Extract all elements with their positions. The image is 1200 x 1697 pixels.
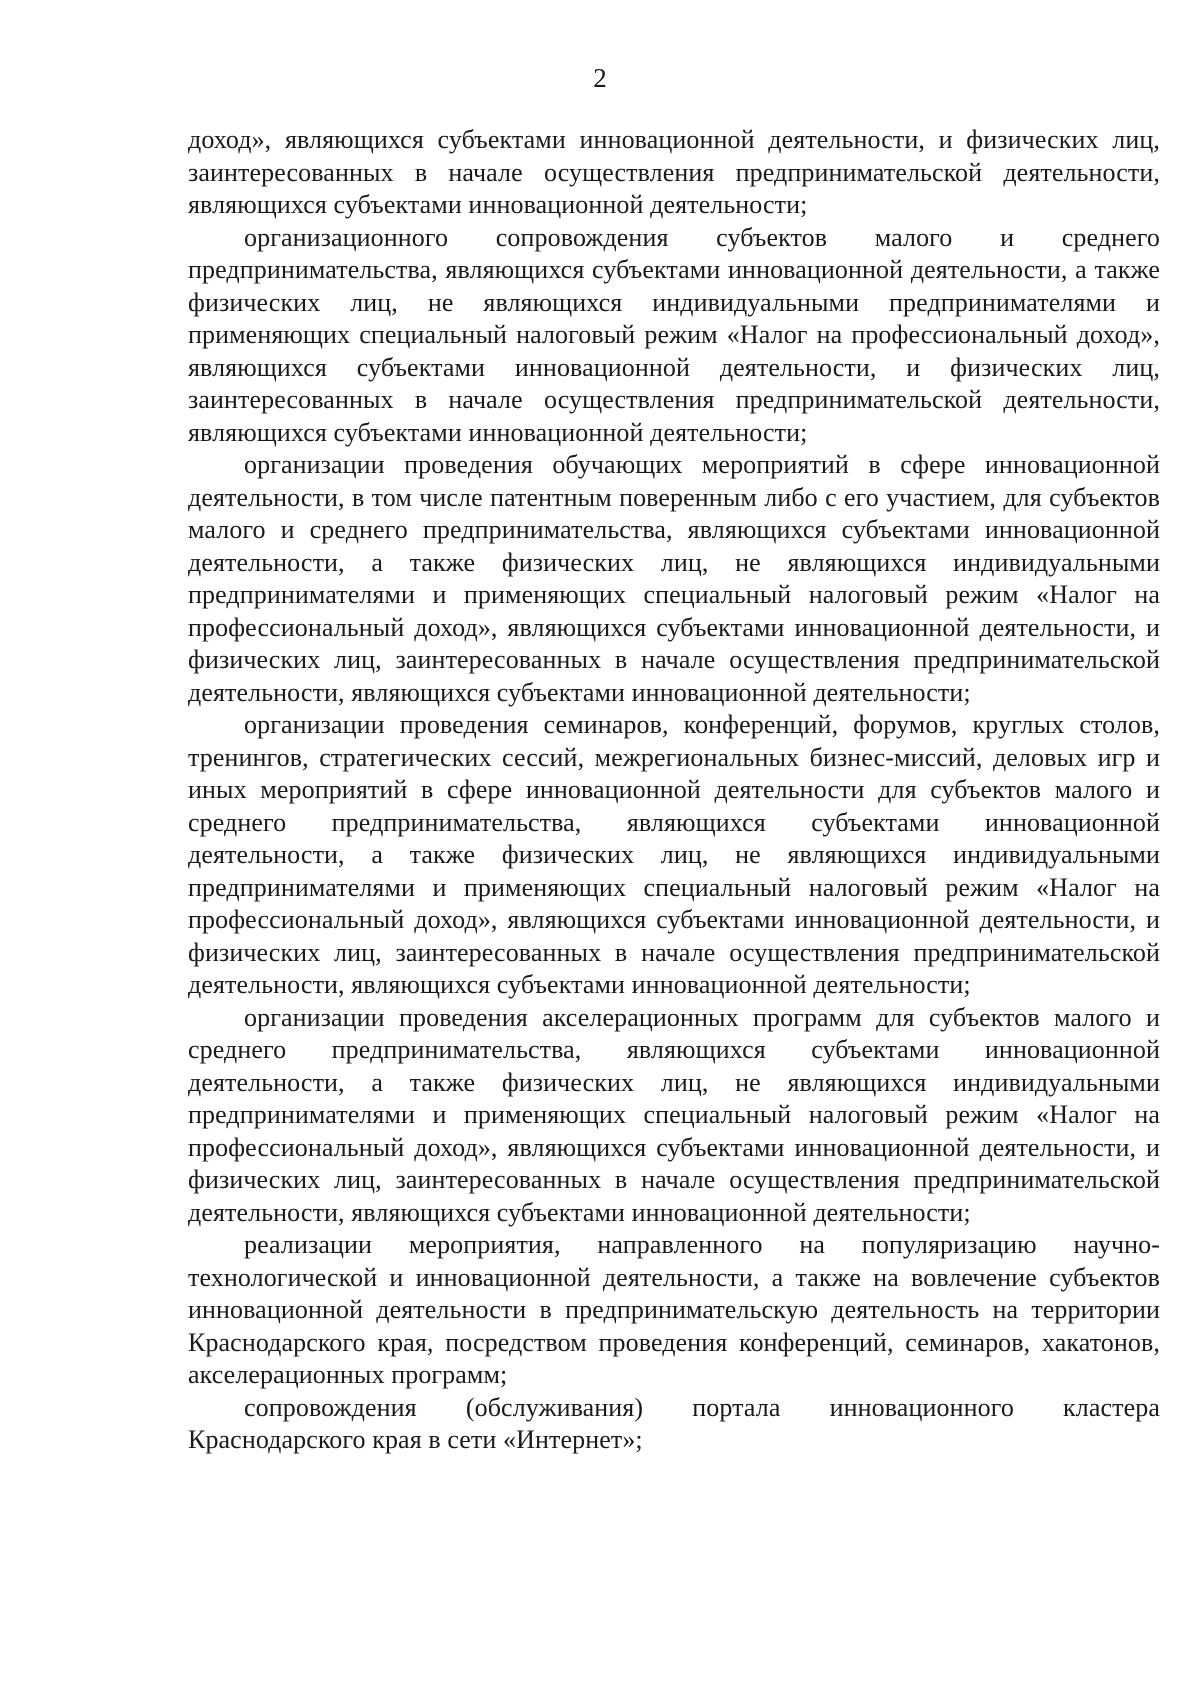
paragraph-portal-support: сопровождения (обслуживания) портала инновационного кластера Краснодарского края в сети «Интернет»; xyxy=(188,1392,1160,1454)
paragraph-seminars-conferences: организации проведения семинаров, конференций, форумов, круглых столов, тренингов, стратегических сессий, межрегиональных бизнес-миссий, деловых игр и иных мероприятий в сфере инновационной деятельности для субъектов малого и среднего предпринимательства, являющихся субъектами инновационной деятельности, а также физических лиц, не являющихся индивидуальными предпринимателями и применяющих специальный налоговый режим «Налог на профессиональный доход», являющихся субъектами инновационной деятельности, и физических лиц, заинтересованных в начале осуществления предпринимательской деятельности, являющихся субъектами инновационной деятельности; xyxy=(188,710,1160,999)
paragraph-continuation: доход», являющихся субъектами инновационной деятельности, и физических лиц, заинтересованных в начале осуществления предпринимательской деятельности, являющихся субъектами инновационной деятельности; xyxy=(188,125,1160,219)
paragraph-popularization-event: реализации мероприятия, направленного на популяризацию научно-технологической и инновационной деятельности, а также на вовлечение субъектов инновационной деятельности в предпринимательскую деятельность на территории Краснодарского края, посредством проведения конференций, семинаров, хакатонов, акселерационных программ; xyxy=(188,1230,1160,1389)
page-number: 2 xyxy=(593,63,607,93)
paragraph-training-events: организации проведения обучающих мероприятий в сфере инновационной деятельности, в том числе патентным поверенным либо с его участием, для субъектов малого и среднего предпринимательства, являющихся субъектами инновационной деятельности, а также физических лиц, не являющихся индивидуальными предпринимателями и применяющих специальный налоговый режим «Налог на профессиональный доход», являющихся субъектами инновационной деятельности, и физических лиц, заинтересованных в начале осуществления предпринимательской деятельности, являющихся субъектами инновационной деятельности; xyxy=(188,450,1160,707)
paragraph-acceleration-programs: организации проведения акселерационных программ для субъектов малого и среднего предпринимательства, являющихся субъектами инновационной деятельности, а также физических лиц, не являющихся индивидуальными предпринимателями и применяющих специальный налоговый режим «Налог на профессиональный доход», являющихся субъектами инновационной деятельности, и физических лиц, заинтересованных в начале осуществления предпринимательской деятельности, являющихся субъектами инновационной деятельности; xyxy=(188,1002,1160,1227)
paragraph-organizational-support: организационного сопровождения субъектов малого и среднего предпринимательства, являющихся субъектами инновационной деятельности, а также физических лиц, не являющихся индивидуальными предпринимателями и применяющих специальный налоговый режим «Налог на профессиональный доход», являющихся субъектами инновационной деятельности, и физических лиц, заинтересованных в начале осуществления предпринимательской деятельности, являющихся субъектами инновационной деятельности; xyxy=(188,222,1160,447)
document-body xyxy=(188,124,1160,1457)
